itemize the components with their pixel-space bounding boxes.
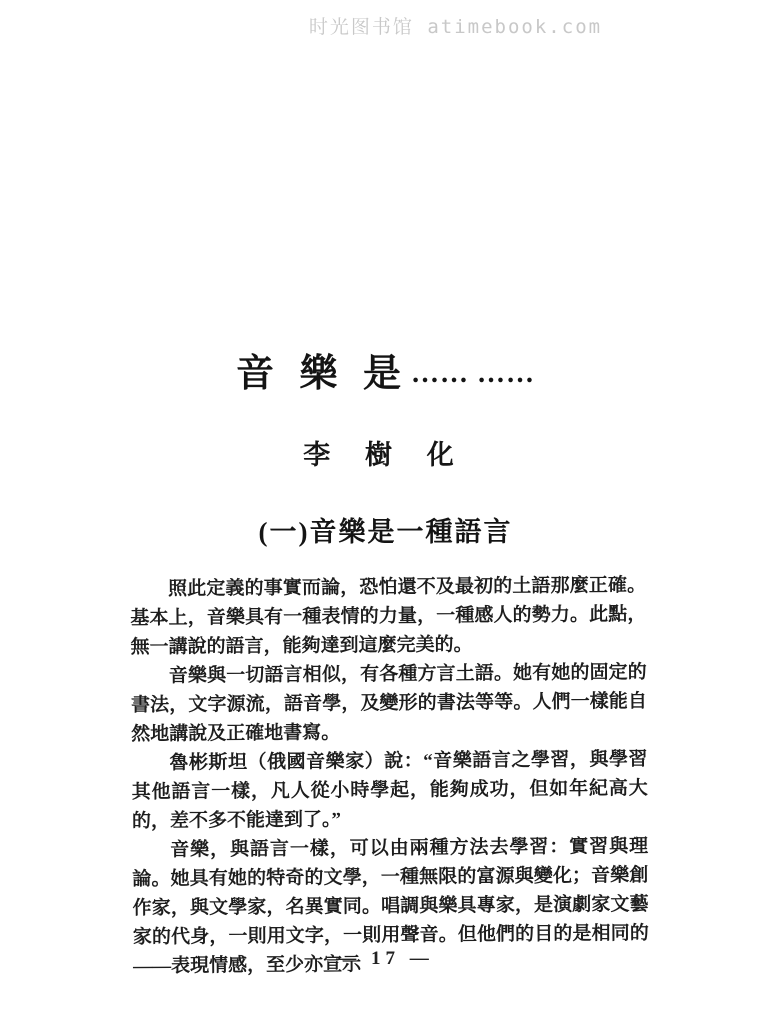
article-title-ellipsis: …… …… [411, 358, 535, 389]
section-heading: (一)音樂是一種語言 [258, 517, 513, 547]
article-body [130, 571, 649, 981]
watermark-text: 时光图书馆 atimebook.com [308, 16, 603, 38]
article-title-text: 音 樂 是 [235, 353, 409, 395]
page-number: — 17 — [337, 948, 434, 969]
paragraph-4: 音樂，與語言一樣，可以由兩種方法去學習：實習與理論。她具有她的特奇的文學，一種無限的富源與變化；音樂創作家，與文學家，名異實同。唱調與樂具專家，是演劇家文藝家的代身，一則用文字，一則用聲音。但他們的目的是相同的——表現情感，至少亦宣示 [132, 835, 649, 977]
paragraph-2: 音樂與一切語言相似，有各種方言土語。她有她的固定的書法，文字源流，語音學，及變形的書法等等。人們一樣能自然地講說及正確地書寫。 [130, 661, 648, 745]
article-title [0, 0, 771, 397]
paragraph-3: 魯彬斯坦（俄國音樂家）說：“音樂語言之學習，與學習其他語言一樣，凡人從小時學起，能夠成功，但如年紀高大的，差不多不能達到了。” [131, 748, 648, 832]
paragraph-1: 照此定義的事實而論，恐怕還不及最初的土語那麼正確。基本上，音樂具有一種表情的力量，一種感人的勢力。此點，無一講說的語言，能夠達到這麼完美的。 [130, 574, 647, 658]
author-name: 李 樹 化 [303, 440, 468, 470]
